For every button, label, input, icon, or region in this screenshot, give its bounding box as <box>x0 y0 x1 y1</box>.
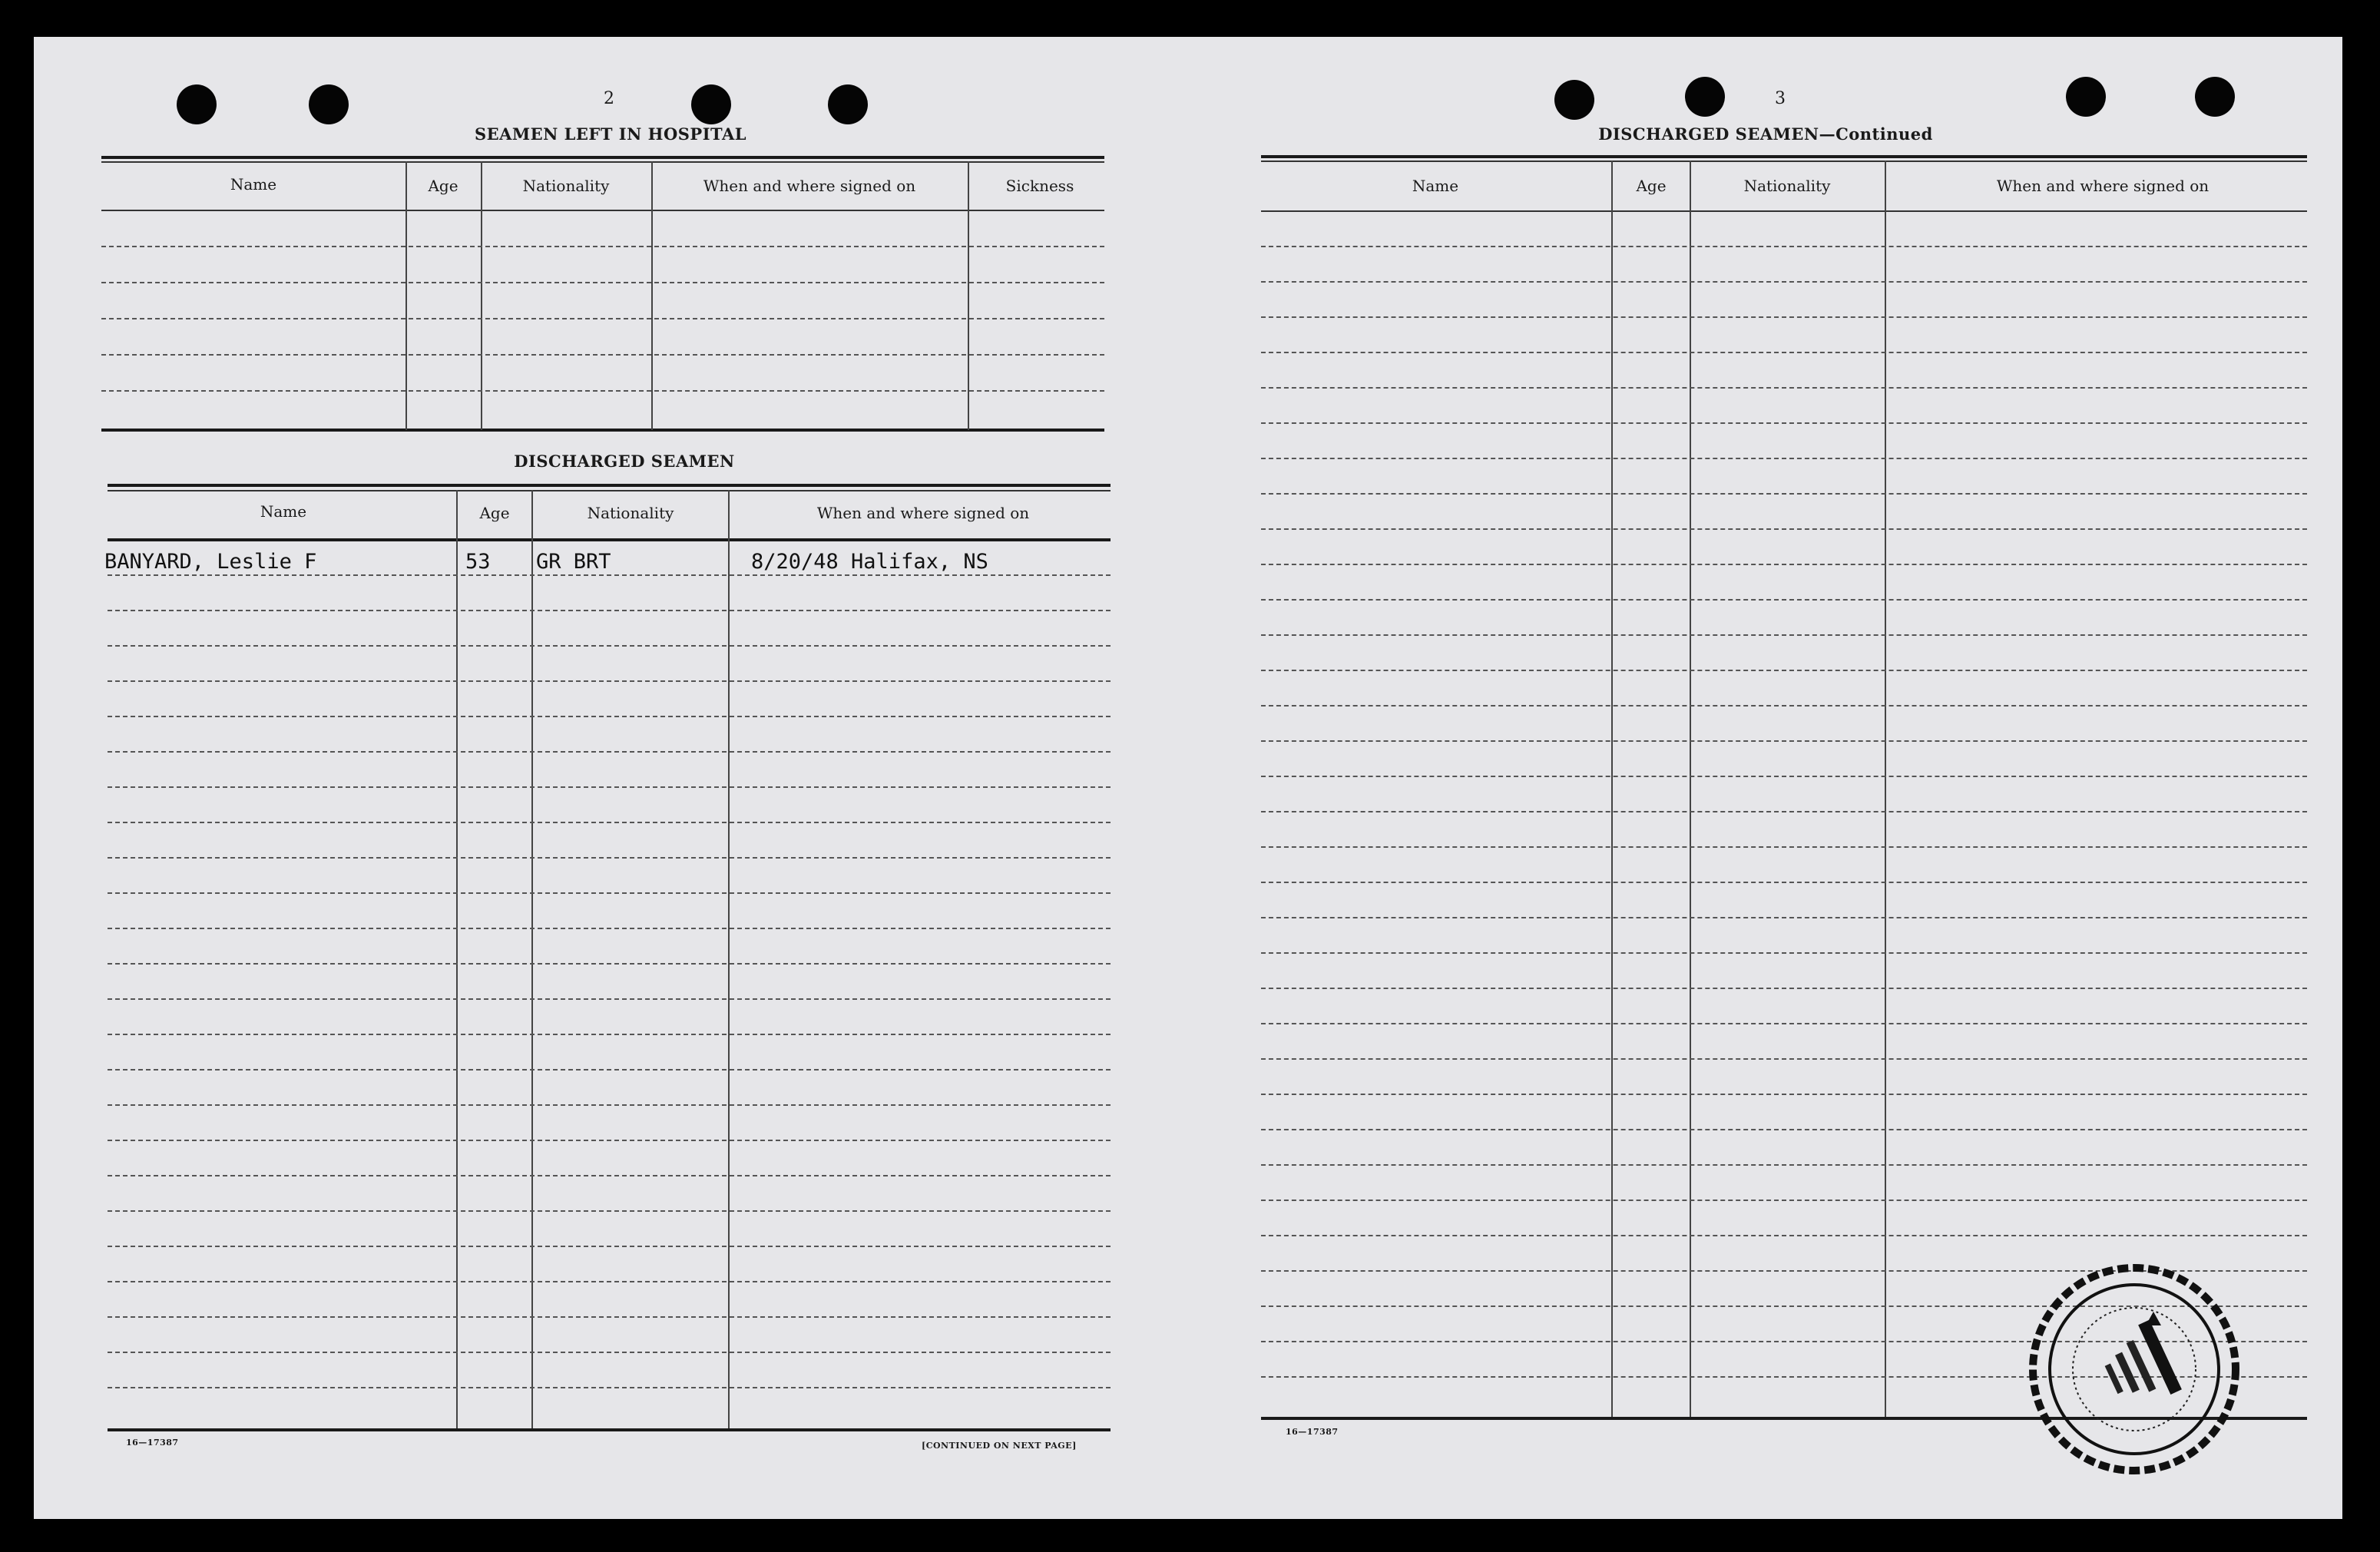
ruled-line <box>1261 422 2307 424</box>
discharged-header-name: Name <box>260 502 307 521</box>
ruled-line <box>101 282 1104 283</box>
ruled-line <box>1261 1164 2307 1166</box>
ruled-line <box>101 390 1104 392</box>
ruled-line <box>1261 528 2307 530</box>
ruled-line <box>108 1352 1111 1353</box>
ruled-line <box>1261 281 2307 283</box>
ruled-line <box>1261 846 2307 848</box>
ruled-line <box>1261 1235 2307 1236</box>
ruled-line <box>1261 811 2307 812</box>
ruled-line <box>1261 246 2307 247</box>
ruled-line <box>1261 1058 2307 1060</box>
discharged-header-nationality: Nationality <box>587 504 674 522</box>
ruled-line <box>1261 458 2307 459</box>
ruled-line <box>108 680 1111 682</box>
ruled-line <box>108 610 1111 611</box>
seaman-signed-on: 8/20/48 Halifax, NS <box>751 550 988 574</box>
ruled-line <box>1261 634 2307 636</box>
punch-hole-icon <box>1554 80 1594 120</box>
ruled-line <box>1261 1094 2307 1095</box>
discharged-section-title: DISCHARGED SEAMEN <box>514 452 735 471</box>
ruled-line <box>108 1281 1111 1282</box>
ruled-line <box>1261 988 2307 989</box>
document-sheet <box>34 37 2342 1519</box>
ruled-line <box>1261 387 2307 389</box>
ruled-line <box>108 645 1111 647</box>
punch-hole-icon <box>2195 77 2235 117</box>
hospital-header-name: Name <box>230 175 277 194</box>
ruled-line <box>1261 564 2307 565</box>
ruled-line <box>108 1069 1111 1071</box>
left-form-number: 16—17387 <box>126 1438 179 1448</box>
ruled-line <box>108 1034 1111 1035</box>
ruled-line <box>108 574 1111 576</box>
ruled-line <box>1261 705 2307 707</box>
ruled-line <box>108 822 1111 823</box>
discharged-header-signed-on: When and where signed on <box>816 504 1030 522</box>
punch-hole-icon <box>309 84 349 124</box>
ruled-line <box>1261 1023 2307 1024</box>
left-page-number: 2 <box>604 89 614 108</box>
ruled-line <box>108 716 1111 717</box>
seaman-name: BANYARD, Leslie F <box>104 550 317 574</box>
ruled-line <box>108 1210 1111 1212</box>
ruled-line <box>101 246 1104 247</box>
ruled-line <box>1261 882 2307 883</box>
ruled-line <box>101 354 1104 356</box>
punch-hole-icon <box>177 84 217 124</box>
right-header-name: Name <box>1412 177 1459 195</box>
ruled-line <box>108 1140 1111 1141</box>
ruled-line <box>1261 316 2307 318</box>
hospital-header-sickness: Sickness <box>1005 177 1074 195</box>
right-header-nationality: Nationality <box>1743 177 1831 195</box>
hospital-header-age: Age <box>428 177 458 195</box>
ruled-line <box>1261 917 2307 918</box>
ruled-line <box>1261 670 2307 671</box>
ruled-line <box>1261 352 2307 353</box>
ruled-line <box>108 857 1111 859</box>
punch-hole-icon <box>1685 77 1725 117</box>
ruled-line <box>108 1104 1111 1106</box>
punch-hole-icon <box>2066 77 2106 117</box>
ruled-line <box>1261 599 2307 601</box>
ruled-line <box>1261 493 2307 495</box>
ruled-line <box>1261 1129 2307 1130</box>
punch-hole-icon <box>691 84 731 124</box>
ruled-line <box>1261 740 2307 742</box>
right-header-signed-on: When and where signed on <box>1996 177 2210 195</box>
ruled-line <box>108 751 1111 753</box>
right-header-age: Age <box>1636 177 1667 195</box>
right-section-title: DISCHARGED SEAMEN—Continued <box>1598 124 1933 144</box>
ruled-line <box>108 786 1111 788</box>
right-form-number: 16—17387 <box>1286 1427 1339 1437</box>
ruled-line <box>1261 776 2307 777</box>
hospital-section-title: SEAMEN LEFT IN HOSPITAL <box>474 124 747 144</box>
seaman-age: 53 <box>465 550 491 574</box>
ruled-line <box>108 1316 1111 1318</box>
ruled-line <box>108 928 1111 929</box>
continued-note: [CONTINUED ON NEXT PAGE] <box>922 1441 1077 1451</box>
ruled-line <box>108 998 1111 1000</box>
ruled-line <box>108 1246 1111 1247</box>
ruled-line <box>108 1387 1111 1388</box>
ruled-line <box>108 963 1111 965</box>
ruled-line <box>1261 952 2307 954</box>
date-stamp-seal-icon <box>2023 1258 2246 1481</box>
right-page-number: 3 <box>1775 89 1786 108</box>
discharged-header-age: Age <box>479 504 510 522</box>
hospital-header-signed-on: When and where signed on <box>703 177 916 195</box>
hospital-header-nationality: Nationality <box>522 177 610 195</box>
punch-hole-icon <box>828 84 868 124</box>
ruled-line <box>1261 1200 2307 1201</box>
ruled-line <box>108 1175 1111 1176</box>
ruled-line <box>108 892 1111 894</box>
seaman-nationality: GR BRT <box>536 550 611 574</box>
ruled-line <box>101 318 1104 319</box>
